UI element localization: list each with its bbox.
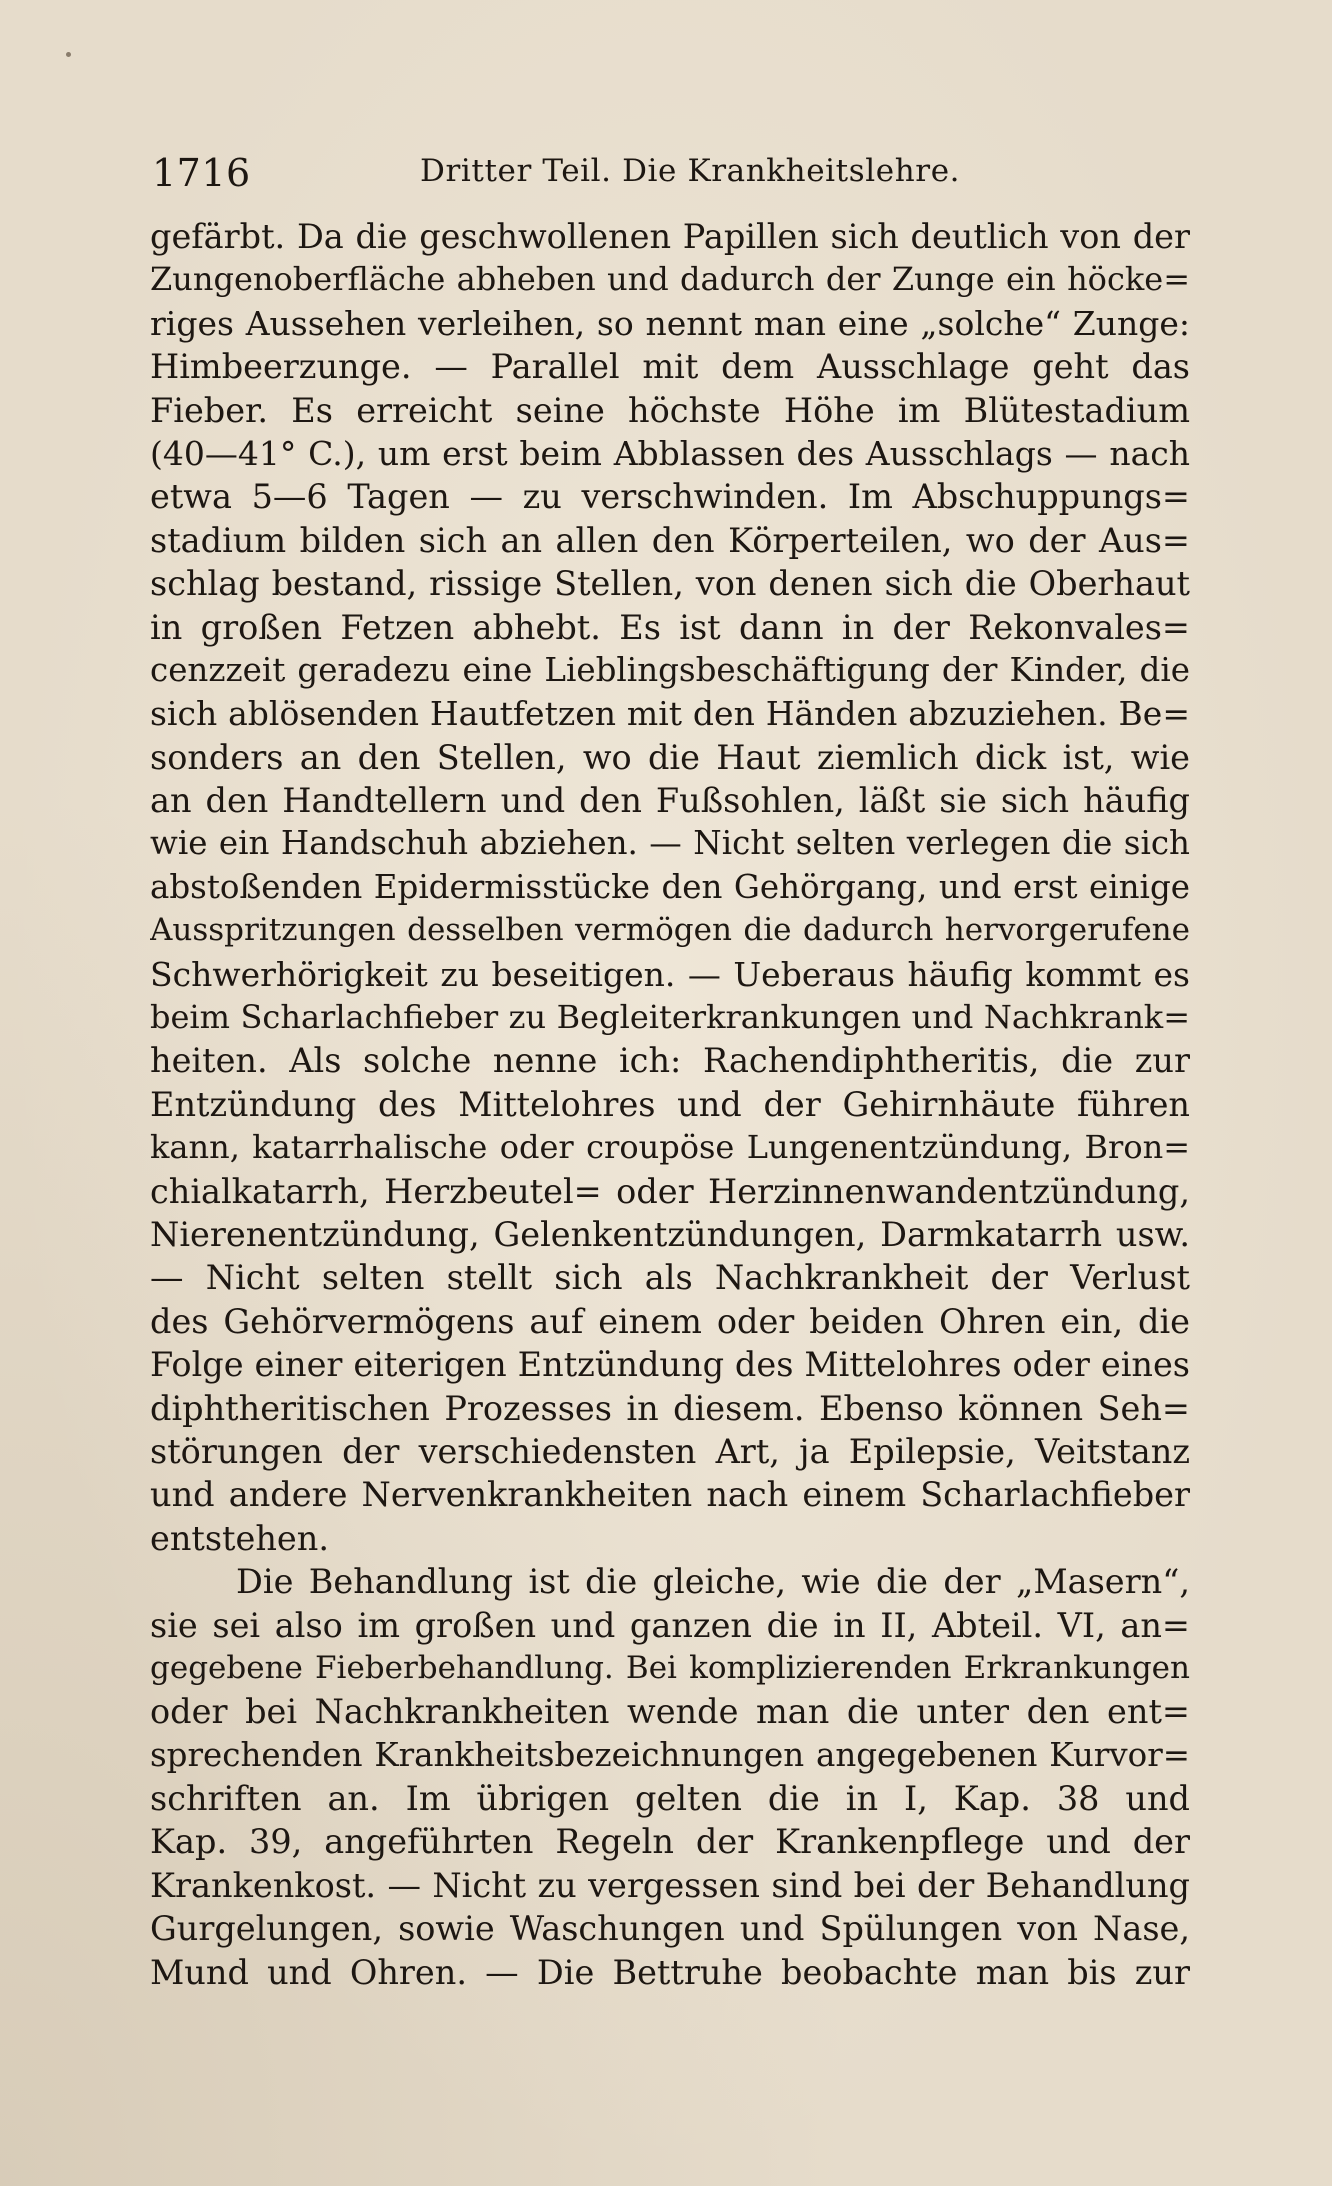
text-line: Zungenoberfläche abheben und dadurch der Zunge ein höcke= [150, 260, 1190, 299]
text-line: entstehen. [150, 1518, 329, 1558]
text-line: sie sei also im großen und ganzen die in II, Abteil. VI, an= [150, 1605, 1190, 1645]
paragraph-symptoms [150, 215, 1190, 1560]
text-line: Kap. 39, angeführten Regeln der Krankenpflege und der [150, 1822, 1190, 1862]
running-head: Dritter Teil. Die Krankheitslehre. [420, 153, 961, 189]
text-line: störungen der verschiedensten Art, ja Epilepsie, Veitstanz [150, 1431, 1190, 1471]
text-line: diphtheritischen Prozesses in diesem. Ebenso können Seh= [150, 1388, 1190, 1428]
text-line: schriften an. Im übrigen gelten die in I, Kap. 38 und [150, 1779, 1190, 1819]
text-line: sonders an den Stellen, wo die Haut ziemlich dick ist, wie [150, 737, 1190, 777]
text-line: Die Behandlung ist die gleiche, wie die der „Masern“, [236, 1562, 1190, 1602]
text-line: Himbeerzunge. — Parallel mit dem Ausschlage geht das [150, 347, 1190, 387]
text-line: Gurgelungen, sowie Waschungen und Spülungen von Nase, [150, 1909, 1190, 1949]
text-line: Folge einer eiterigen Entzündung des Mittelohres oder eines [150, 1345, 1190, 1385]
text-line: Nierenentzündung, Gelenkentzündungen, Darmkatarrh usw. [150, 1214, 1190, 1254]
text-line: beim Scharlachfieber zu Begleiterkrankungen und Nachkrank= [150, 998, 1190, 1037]
text-line: gefärbt. Da die geschwollenen Papillen sich deutlich von der [150, 217, 1190, 256]
text-line: Fieber. Es erreicht seine höchste Höhe im Blütestadium [150, 390, 1190, 430]
page-number: 1716 [152, 151, 251, 195]
text-line: sprechenden Krankheitsbezeichnungen angegebenen Kurvor= [150, 1735, 1190, 1774]
text-line: in großen Fetzen abhebt. Es ist dann in der Rekonvales= [150, 607, 1190, 647]
text-line: sich ablösenden Hautfetzen mit den Händen abzuziehen. Be= [150, 694, 1190, 734]
text-line: heiten. Als solche nenne ich: Rachendiphtheritis, die zur [150, 1041, 1190, 1081]
text-line: kann, katarrhalische oder croupöse Lungenentzündung, Bron= [150, 1128, 1190, 1167]
text-line: gegebene Fieberbehandlung. Bei komplizierenden Erkrankungen [150, 1649, 1190, 1686]
text-line: Ausspritzungen desselben vermögen die dadurch hervorgerufene [150, 912, 1190, 949]
text-line: Entzündung des Mittelohres und der Gehirnhäute führen [150, 1084, 1190, 1124]
text-line: oder bei Nachkrankheiten wende man die unter den ent= [150, 1692, 1190, 1732]
text-line: — Nicht selten stellt sich als Nachkrankheit der Verlust [150, 1258, 1190, 1298]
text-line: Mund und Ohren. — Die Bettruhe beobachte man bis zur [150, 1952, 1190, 1992]
body-text [150, 215, 1190, 1994]
book-page [150, 145, 1190, 1994]
text-line: schlag bestand, rissige Stellen, von denen sich die Oberhaut [150, 564, 1190, 604]
text-line: Schwerhörigkeit zu beseitigen. — Ueberaus häufig kommt es [150, 954, 1190, 994]
text-line: Krankenkost. — Nicht zu vergessen sind bei der Behandlung [150, 1865, 1190, 1905]
paper-speck [66, 52, 71, 57]
text-line: und andere Nervenkrankheiten nach einem Scharlachfieber [150, 1475, 1190, 1515]
text-line: (40—41° C.), um erst beim Abblassen des Ausschlags — nach [150, 433, 1190, 473]
paragraph-treatment [150, 1560, 1190, 1994]
text-line: chialkatarrh, Herzbeutel= oder Herzinnenwandentzündung, [150, 1171, 1190, 1211]
page-header [150, 145, 1190, 205]
text-line: stadium bilden sich an allen den Körperteilen, wo der Aus= [150, 520, 1190, 560]
text-line: des Gehörvermögens auf einem oder beiden Ohren ein, die [150, 1301, 1190, 1341]
text-line: abstoßenden Epidermisstücke den Gehörgang, und erst einige [150, 867, 1190, 906]
text-line: wie ein Handschuh abziehen. — Nicht selten verlegen die sich [150, 824, 1190, 863]
text-line: an den Handtellern und den Fußsohlen, läßt sie sich häufig [150, 781, 1190, 821]
text-line: riges Aussehen verleihen, so nennt man eine „solche“ Zunge: [150, 303, 1190, 343]
text-line: etwa 5—6 Tagen — zu verschwinden. Im Abschuppungs= [150, 477, 1190, 517]
text-line: cenzzeit geradezu eine Lieblingsbeschäftigung der Kinder, die [150, 650, 1190, 689]
